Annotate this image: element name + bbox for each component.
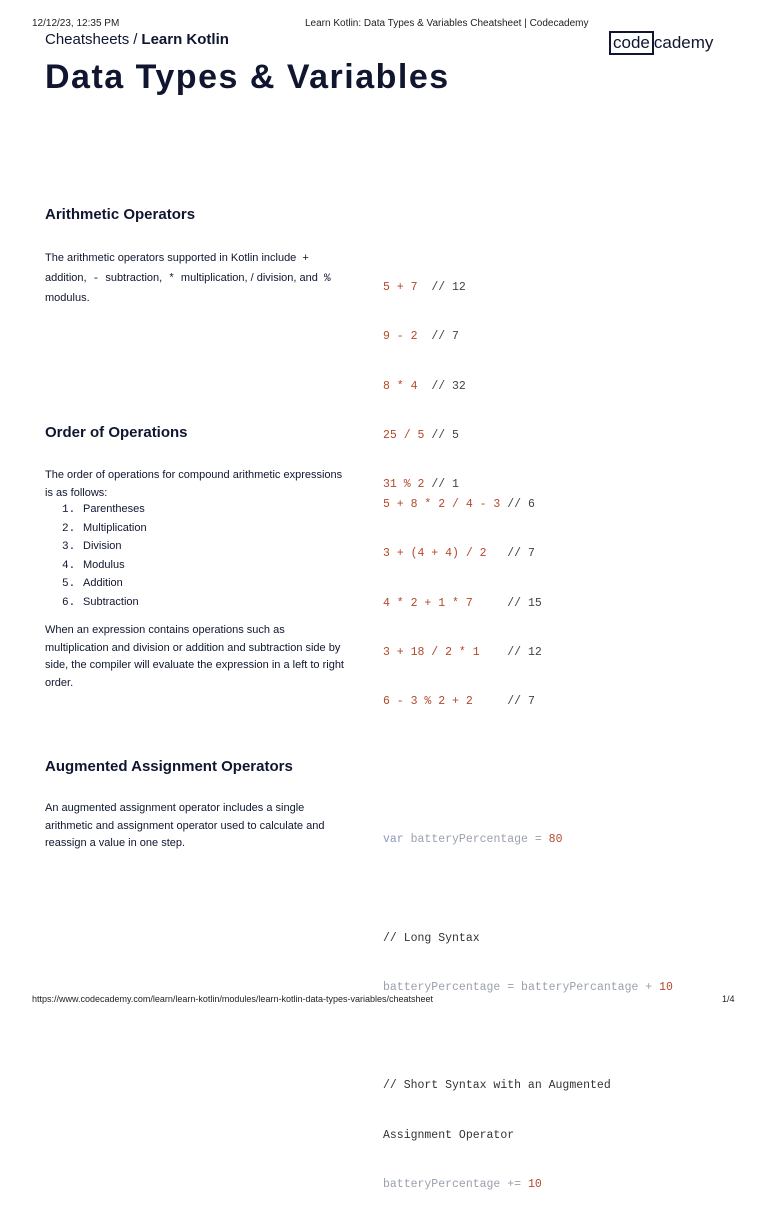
arithmetic-description <box>45 249 345 308</box>
code-comment: // 12 <box>431 281 466 294</box>
code-comment: Assignment Operator <box>383 1128 515 1142</box>
list-label: Subtraction <box>83 595 139 608</box>
list-number: 5. <box>62 578 76 590</box>
code-expression: 5 + 7 <box>383 281 418 294</box>
list-number: 6. <box>62 596 76 609</box>
arithmetic-desc-text: addition, <box>45 272 90 284</box>
code-expression: 4 * 2 + 1 * 7 <box>383 596 473 610</box>
breadcrumb-cheatsheets-link[interactable]: Cheatsheets <box>45 31 130 48</box>
list-label: Parentheses <box>83 503 145 515</box>
code-expression: 3 + (4 + 4) / 2 <box>383 547 487 561</box>
code-expression: 6 - 3 % 2 + 2 <box>383 695 473 709</box>
list-item <box>62 520 147 539</box>
list-item <box>62 538 147 557</box>
code-identifier: batteryPercentage <box>383 980 501 994</box>
code-expression: 25 / 5 <box>383 428 425 442</box>
code-comment: // 15 <box>507 596 542 610</box>
mod-operator-code: % <box>323 273 331 285</box>
plus-operator-code: + <box>302 253 309 265</box>
code-expression: 9 - 2 <box>383 330 418 344</box>
code-identifier: batteryPercantage <box>521 980 639 994</box>
print-datetime: 12/12/23, 12:35 PM <box>32 18 120 29</box>
code-number: 80 <box>548 833 563 846</box>
code-line <box>383 276 466 299</box>
code-line <box>383 828 673 851</box>
list-item <box>62 594 147 613</box>
minus-operator-code: - <box>92 273 100 285</box>
code-line <box>383 927 673 950</box>
arithmetic-desc-text: modulus. <box>45 292 90 304</box>
order-list <box>62 501 147 612</box>
code-comment: // 7 <box>431 330 459 344</box>
print-url: https://www.codecademy.com/learn/learn-kotlin/modules/learn-kotlin-data-types-variables/cheatsheet <box>32 994 434 1004</box>
code-line <box>383 1074 673 1097</box>
section-title-order: Order of Operations <box>45 424 188 441</box>
codecademy-logo[interactable] <box>609 31 713 55</box>
print-page-title: Learn Kotlin: Data Types & Variables Cheatsheet | Codecademy <box>305 18 589 29</box>
section-title-arithmetic: Arithmetic Operators <box>45 206 196 223</box>
code-comment: // 32 <box>431 379 466 393</box>
list-label: Multiplication <box>83 521 147 534</box>
list-number: 4. <box>62 559 76 572</box>
list-label: Division <box>83 540 122 552</box>
code-comment: // 1 <box>431 478 459 492</box>
code-operator: = <box>534 833 542 846</box>
code-comment: // 7 <box>507 547 535 561</box>
breadcrumb-separator: / <box>133 31 138 48</box>
code-comment: // 5 <box>431 428 459 442</box>
code-line <box>383 641 542 664</box>
logo-code-part: code <box>609 31 654 55</box>
arithmetic-desc-text: subtraction, <box>102 272 166 284</box>
code-line <box>383 424 466 447</box>
code-keyword: var <box>383 833 404 846</box>
list-number: 3. <box>62 541 76 553</box>
times-operator-code: * <box>168 273 175 285</box>
code-line <box>383 1173 673 1196</box>
code-comment: // Long Syntax <box>383 931 480 945</box>
code-expression: 3 + 18 / 2 * 1 <box>383 645 480 659</box>
code-comment: // Short Syntax with an Augmented <box>383 1079 611 1093</box>
arithmetic-desc-text: The arithmetic operators supported in Kotlin include <box>45 252 300 264</box>
code-identifier: batteryPercentage <box>410 833 528 846</box>
code-operator: += <box>507 1178 522 1192</box>
list-number: 2. <box>62 522 76 535</box>
code-line <box>383 1124 673 1147</box>
code-operator: + <box>645 980 653 994</box>
list-number: 1. <box>62 504 76 516</box>
code-number: 10 <box>527 1178 542 1192</box>
code-blank-line <box>383 877 673 900</box>
code-expression: 8 * 4 <box>383 379 418 393</box>
list-item <box>62 557 147 576</box>
code-expression: 31 % 2 <box>383 478 425 492</box>
order-outro: When an expression contains operations such as multiplication and division or addition and subtraction side by side, the compiler will evaluate the expression in a left to right order. <box>45 624 344 689</box>
code-line <box>383 592 542 615</box>
augmented-description: An augmented assignment operator includes a single arithmetic and assignment operator used to calculate and reassign a value in one step. <box>45 802 325 849</box>
code-number: 10 <box>659 980 673 994</box>
code-identifier: batteryPercentage <box>383 1178 501 1192</box>
code-line <box>383 375 466 398</box>
list-label: Modulus <box>83 558 125 571</box>
code-operator: = <box>507 980 515 994</box>
list-item <box>62 501 147 520</box>
arithmetic-desc-text: multiplication, / division, and <box>177 272 321 284</box>
list-label: Addition <box>83 577 123 589</box>
order-intro: The order of operations for compound arithmetic expressions is as follows: <box>45 469 343 499</box>
breadcrumb <box>45 31 229 48</box>
order-code-block <box>383 467 542 726</box>
list-item <box>62 575 147 594</box>
code-line <box>383 325 466 348</box>
page-title: Data Types & Variables <box>45 58 450 96</box>
breadcrumb-current-course[interactable]: Learn Kotlin <box>141 31 229 48</box>
logo-cademy-part: cademy <box>653 33 714 52</box>
code-line <box>383 690 542 713</box>
code-comment: // 7 <box>507 695 535 709</box>
code-line <box>383 493 542 516</box>
code-comment: // 12 <box>507 645 542 659</box>
print-page-number: 1/4 <box>722 994 735 1004</box>
code-comment: // 6 <box>507 498 535 511</box>
section-title-augmented: Augmented Assignment Operators <box>45 758 293 775</box>
code-expression: 5 + 8 * 2 / 4 - 3 <box>383 498 501 511</box>
augmented-code-block <box>383 802 673 1209</box>
code-blank-line <box>383 1025 673 1048</box>
code-line <box>383 542 542 565</box>
